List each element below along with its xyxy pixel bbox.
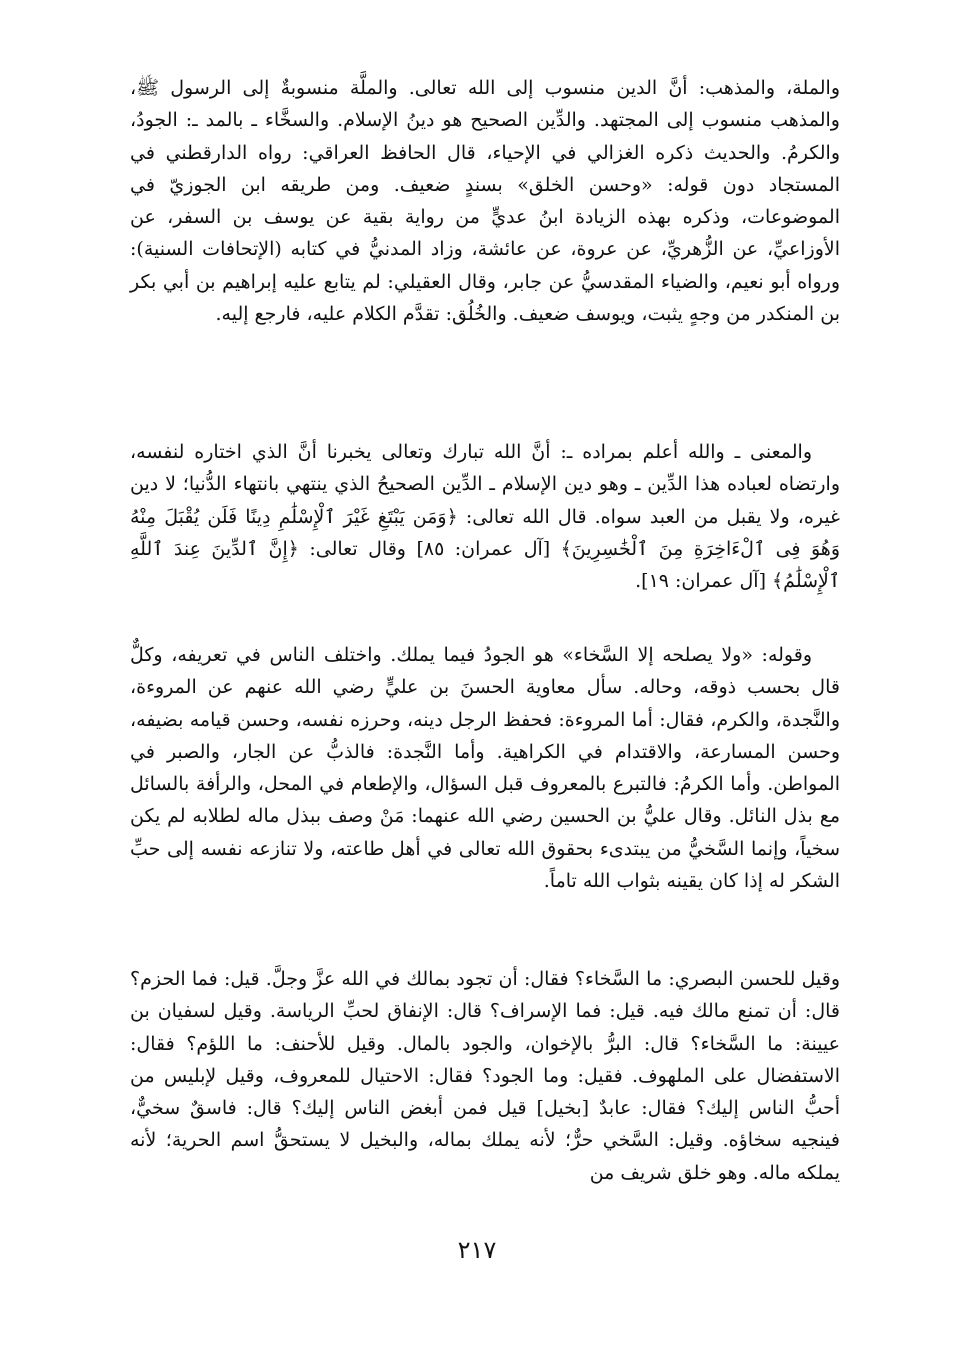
paragraph-meaning	[130, 436, 840, 597]
page-number: ٢١٧	[457, 1236, 497, 1264]
paragraph-text: والمعنى ـ والله أعلم بمراده ـ: أنَّ الله تبارك وتعالى يخبرنا أنَّ الذي اختاره لنفسه، وارتضاه لعباده هذا الدِّين ـ وهو دين الإسلام ـ الدِّين الصحيحُ الذي ينتهي بانتهاء الدُّنيا؛ لا دين غيره، ولا يقبل من العبد سواه. قال الله تعالى: ﴿وَمَن يَبْتَغِ غَيْرَ ٱلْإِسْلَٰمِ دِينًا فَلَن يُقْبَلَ مِنْهُ وَهُوَ فِى ٱلْءَاخِرَةِ مِنَ ٱلْخَٰسِرِينَ﴾ [آل عمران: ٨٥] وقال تعالى: ﴿إِنَّ ٱلدِّينَ عِندَ ٱللَّهِ ٱلْإِسْلَٰمُ﴾ [آل عمران: ١٩].	[130, 441, 840, 593]
paragraph-text: وقيل للحسن البصري: ما السَّخاء؟ فقال: أن تجود بمالك في الله عزَّ وجلَّ. قيل: فما الحزم؟ قال: أن تمنع مالك فيه. قيل: فما الإسراف؟ قال: الإنفاق لحبِّ الرياسة. وقيل لسفيان بن عيينة: ما السَّخاء؟ قال: البرُّ بالإخوان، والجود بالمال. وقيل للأحنف: ما اللؤم؟ فقال: الاستفضال على الملهوف. فقيل: وما الجود؟ فقال: الاحتيال للمعروف، وقيل لإبليس من أحبُّ الناس إليك؟ فقال: عابدٌ [بخيل] قيل فمن أبغض الناس إليك؟ قال: فاسقٌ سخيٌّ، فينجيه سخاؤه. وقيل: السَّخي حرٌّ؛ لأنه يملك بماله، والبخيل لا يستحقُّ اسم الحرية؛ لأنه يملكه ماله. وهو خلق شريف من	[130, 968, 840, 1184]
paragraph-milla-madhhab	[130, 72, 840, 330]
paragraph-text: والملة، والمذهب: أنَّ الدين منسوب إلى الله تعالى. والملَّة منسوبةٌ إلى الرسول ﷺ، والمذهب منسوب إلى المجتهد. والدِّين الصحيح هو دينُ الإسلام. والسخَّاء ـ بالمد ـ: الجودُ، والكرمُ. والحديث ذكره الغزالي في الإحياء، قال الحافظ العراقي: رواه الدارقطني في المستجاد دون قوله: «وحسن الخلق» بسندٍ ضعيف. ومن طريقه ابن الجوزيّ في الموضوعات، وذكره بهذه الزيادة ابنُ عديٍّ من رواية بقية عن يوسف بن السفر، عن الأوزاعيِّ، عن الزُّهريِّ، عن عروة، عن عائشة، وزاد المدنيُّ في كتابه (الإتحافات السنية): ورواه أبو نعيم، والضياء المقدسيُّ عن جابر، وقال العقيلي: لم يتابع عليه إبراهيم بن أبي بكر بن المنكدر من وجهٍ يثبت، ويوسف ضعيف. والخُلُق: تقدَّم الكلام عليه، فارجع إليه.	[130, 77, 840, 326]
paragraph-sayings	[130, 963, 840, 1189]
paragraph-text: وقوله: «ولا يصلحه إلا السَّخاء» هو الجودُ فيما يملك. واختلف الناس في تعريفه، وكلٌّ قال بحسب ذوقه، وحاله. سأل معاوية الحسنَ بن عليٍّ رضي الله عنهم عن المروءة، والنَّجدة، والكرم، فقال: أما المروءة: فحفظ الرجل دينه، وحرزه نفسه، وحسن قيامه بضيفه، وحسن المسارعة، والاقتدام في الكراهية. وأما النَّجدة: فالذبُّ عن الجار، والصبر في المواطن. وأما الكرمُ: فالتبرع بالمعروف قبل السؤال، والإطعام في المحل، والرأفة بالسائل مع بذل النائل. وقال عليُّ بن الحسين رضي الله عنهما: مَنْ وصف ببذل ماله لطلابه لم يكن سخياً، وإنما السَّخيُّ من يبتدىء بحقوق الله تعالى في أهل طاعته، ولا تنازعه نفسه إلى حبِّ الشكر له إذا كان يقينه بثواب الله تاماً.	[130, 644, 840, 893]
paragraph-generosity-definition	[130, 639, 840, 897]
